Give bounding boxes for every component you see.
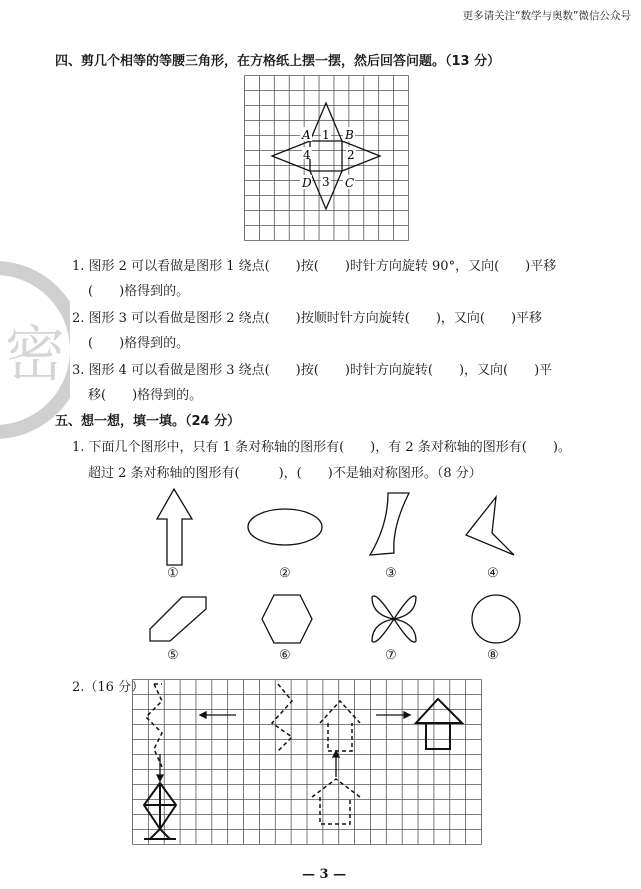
shape-label-4: ④ bbox=[487, 566, 499, 581]
shape-label-3: ③ bbox=[385, 566, 397, 581]
solid-house bbox=[416, 699, 462, 749]
label-3: 3 bbox=[322, 175, 330, 189]
parallelogram-hexagon-shape bbox=[150, 597, 206, 641]
q3-line2: 移( )格得到的。 bbox=[88, 388, 203, 403]
shape-label-7: ⑦ bbox=[385, 648, 397, 663]
shape-label-1: ① bbox=[167, 566, 179, 581]
solid-diamond bbox=[144, 783, 176, 829]
transformation-grid-figure bbox=[132, 679, 482, 845]
label-2: 2 bbox=[347, 148, 355, 162]
q3-line1: 3. 图形 4 可以看做是图形 3 绕点( )按( )时针方向旋转( )，又向( )平 bbox=[72, 363, 553, 378]
arrow-shape bbox=[157, 489, 192, 565]
shape-label-5: ⑤ bbox=[167, 648, 179, 663]
label-d: D bbox=[302, 176, 312, 190]
dashed-house-bottom bbox=[312, 779, 360, 824]
q1-line1: 1. 图形 2 可以看做是图形 1 绕点( )按( )时针方向旋转 90°，又向( )平移 bbox=[72, 259, 557, 274]
label-1: 1 bbox=[322, 128, 330, 142]
label-a: A bbox=[302, 128, 311, 142]
concave-triangle-shape bbox=[466, 497, 514, 555]
svg-text:密: 密 bbox=[5, 320, 65, 390]
s5-q1-line1: 1. 下面几个图形中，只有 1 条对称轴的图形有( )，有 2 条对称轴的图形有( )。 bbox=[72, 440, 571, 455]
shapes-row-1 bbox=[140, 485, 540, 575]
shape-label-8: ⑧ bbox=[487, 648, 499, 663]
dashed-arrow-house bbox=[320, 701, 360, 751]
section5-title: 五、想一想，填一填。（24 分） bbox=[55, 414, 241, 429]
label-4: 4 bbox=[303, 148, 311, 162]
four-petal-flower-shape bbox=[372, 596, 416, 642]
shape-label-6: ⑥ bbox=[279, 648, 291, 663]
label-c: C bbox=[345, 176, 355, 190]
curved-quad-shape bbox=[370, 493, 409, 555]
s5-q1-line2: 超过 2 条对称轴的图形有( )，( )不是轴对称图形。（8 分） bbox=[88, 466, 482, 481]
s5-q2-label: 2.（16 分） bbox=[72, 680, 145, 695]
section4-title: 四、剪几个相等的等腰三角形，在方格纸上摆一摆，然后回答问题。（13 分） bbox=[55, 54, 501, 69]
header-note: 更多请关注“数学与奥数”微信公众号 bbox=[462, 10, 631, 22]
rotation-grid-figure bbox=[244, 75, 409, 241]
q1-line2: ( )格得到的。 bbox=[88, 284, 190, 299]
q2-line1: 2. 图形 3 可以看做是图形 2 绕点( )按顺时针方向旋转( )，又向( )平移 bbox=[72, 311, 543, 326]
q2-line2: ( )格得到的。 bbox=[88, 336, 190, 351]
circle-shape bbox=[472, 595, 520, 643]
page-number: — 3 — bbox=[302, 867, 347, 882]
label-b: B bbox=[345, 128, 354, 142]
shapes-row-2 bbox=[140, 585, 540, 655]
hexagon-shape bbox=[262, 595, 312, 643]
shape-label-2: ② bbox=[279, 566, 291, 581]
ellipse-shape bbox=[248, 509, 322, 545]
